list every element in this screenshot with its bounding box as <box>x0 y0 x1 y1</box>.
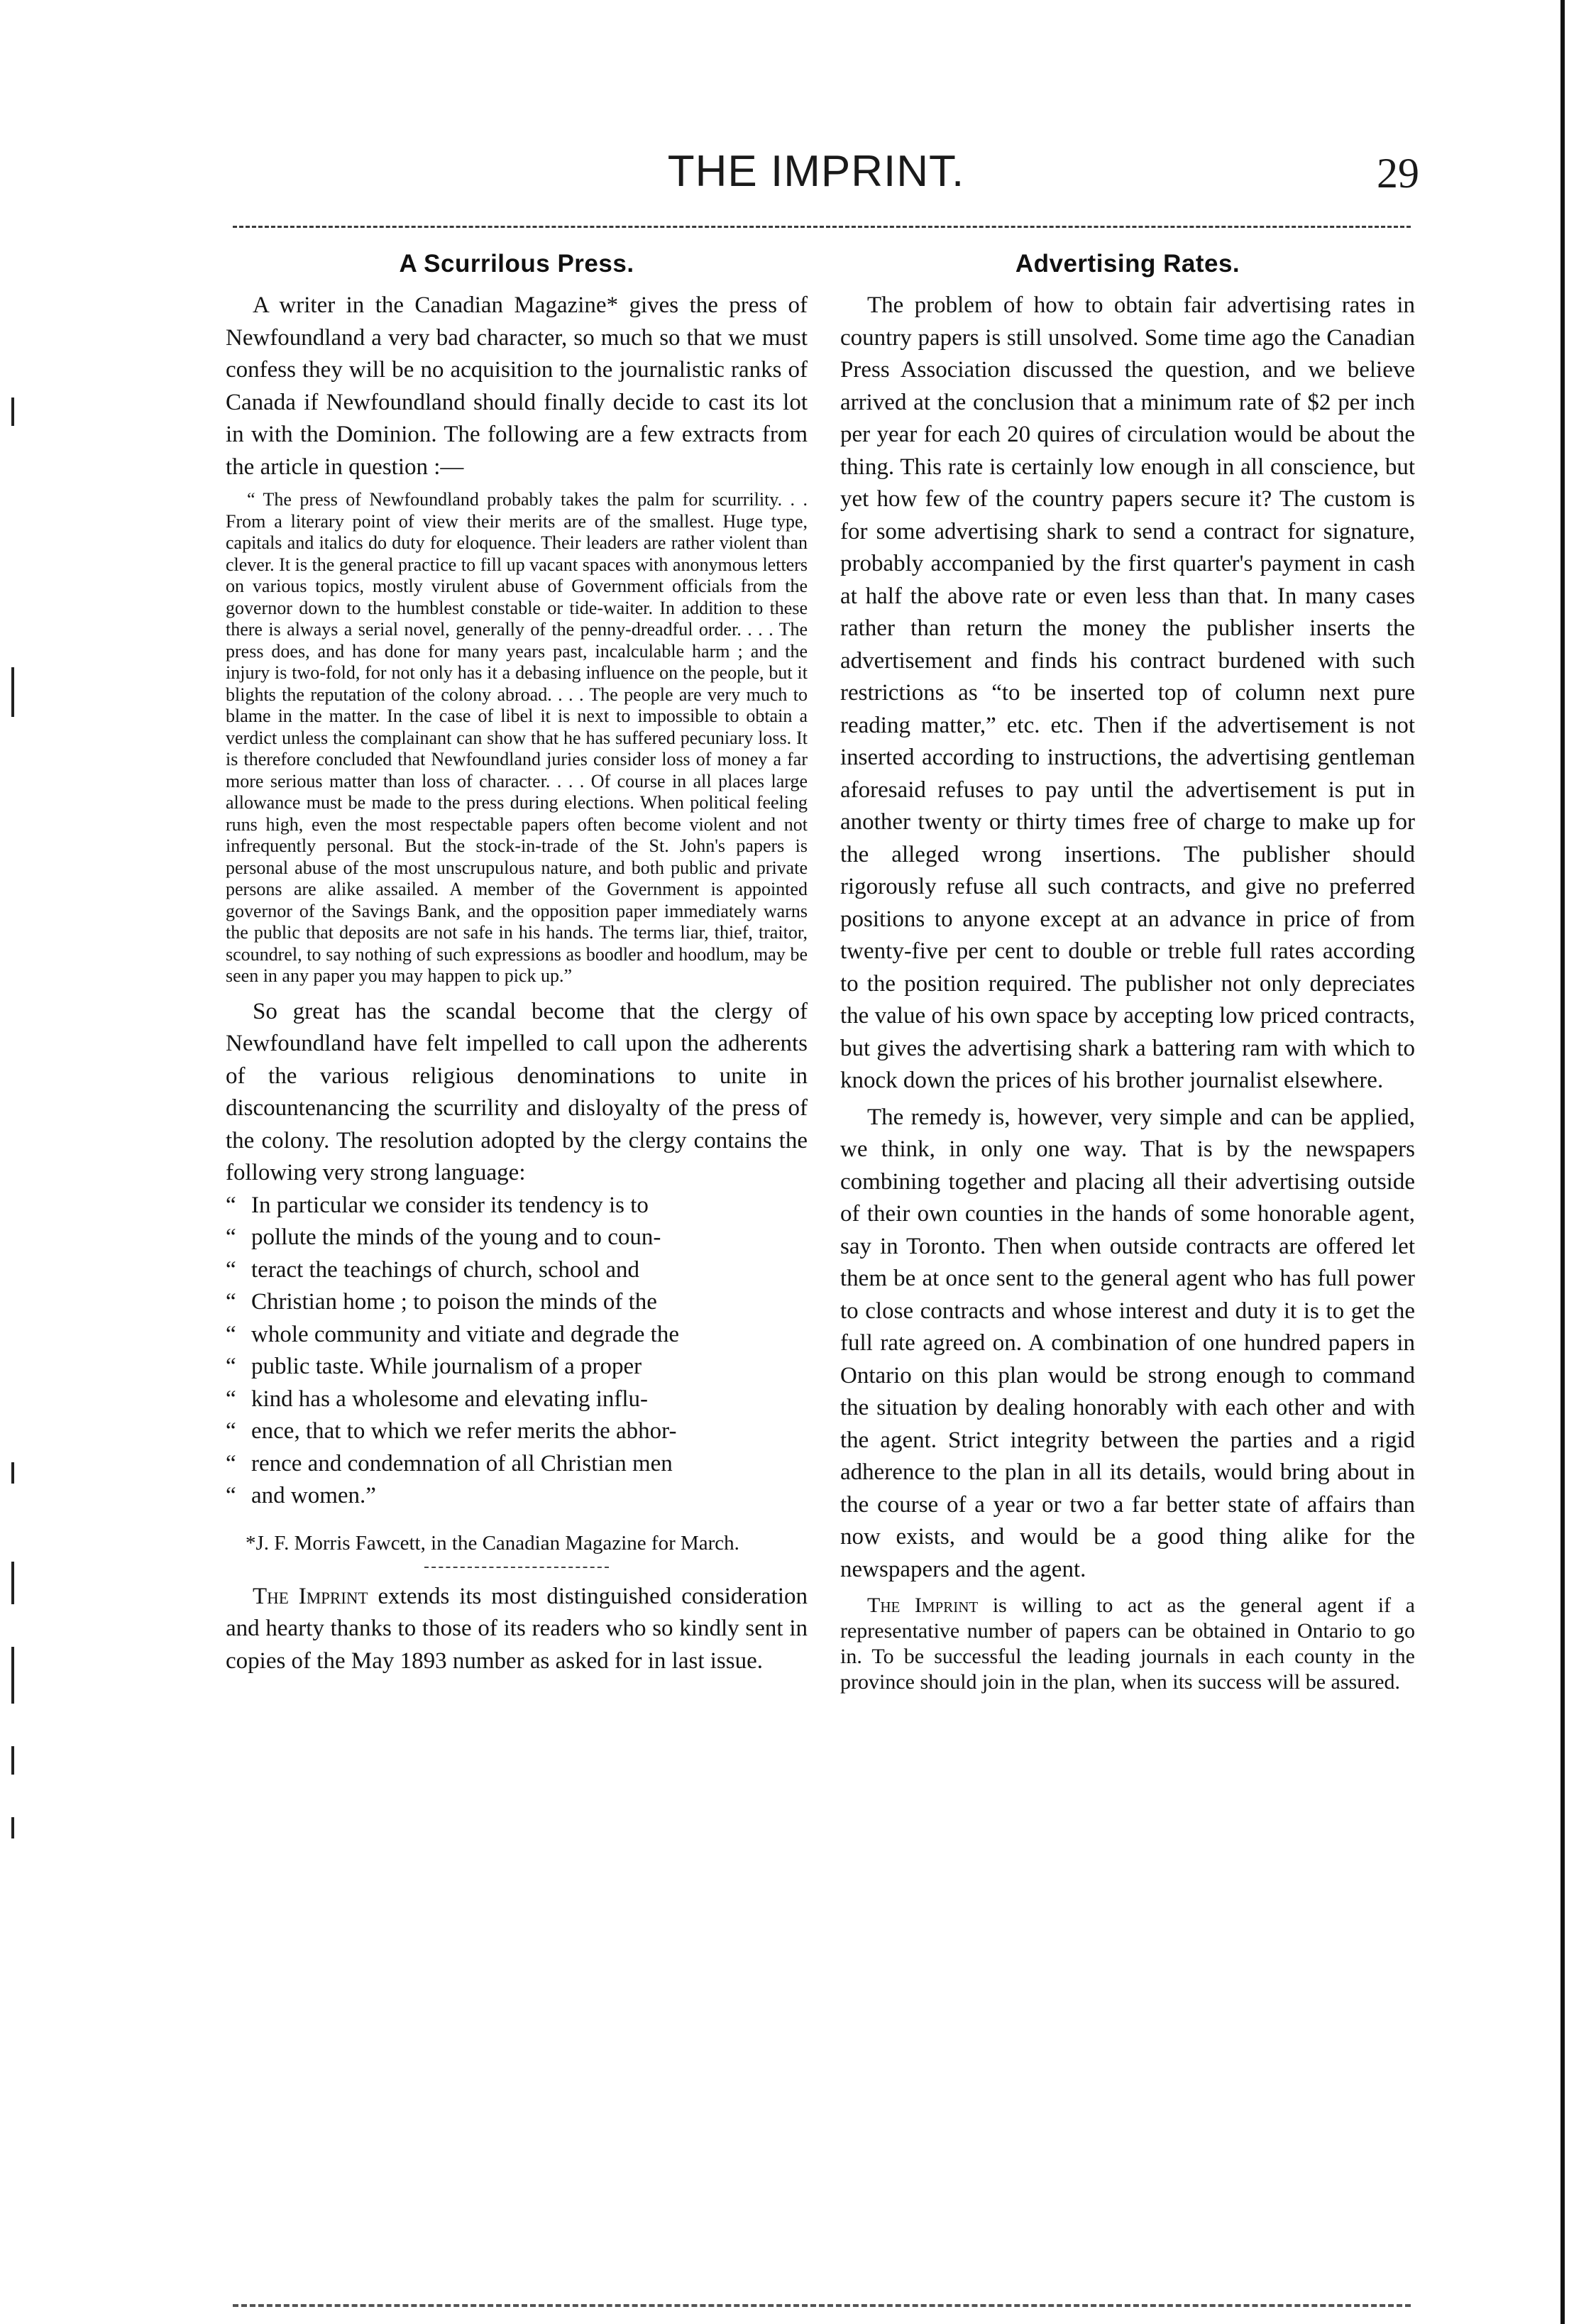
resolution-quotation <box>226 1190 808 1513</box>
notice-paragraph-thanks: The Imprint extends its most distinguished consideration and hearty thanks to those of its readers who so kindly sent in copies of the May 1893 number as asked for in last issue. <box>226 1583 808 1674</box>
resolution-line: “ kind has a wholesome and elevating influ- <box>226 1386 649 1412</box>
resolution-line: “ rence and condemnation of all Christian men <box>226 1450 673 1476</box>
resolution-line: “ ence, that to which we refer merits the abhor- <box>226 1418 677 1444</box>
resolution-line: “ whole community and vitiate and degrade the <box>226 1321 679 1347</box>
scan-right-edge <box>1560 0 1565 2324</box>
resolution-line: “ Christian home ; to poison the minds of the <box>226 1289 657 1315</box>
advertising-paragraph-remedy: The remedy is, however, very simple and can be applied, we think, in only one way. That is by the newspapers combining together and placing all their advertising outside of their own counties in the hands of some honorable agent, say in Toronto. Then when outside contracts are offered let them be at once sent to the general agent who has full power to close contracts and whose interest and duty it is to get the full rate agreed on. A combination of one hundred papers in Ontario on this plan would be strong enough to command the situation by dealing honorably with each other and with the agent. Strict integrity between the parties and a rigid adherence to the plan in all its details, would bring about in the course of a year or two a far better state of affairs than now exists, and would be a good thing alike for the newspapers and the agent. <box>840 1104 1415 1582</box>
publication-title: THE IMPRINT. <box>667 147 965 196</box>
resolution-line: “ pollute the minds of the young and to coun- <box>226 1224 661 1250</box>
header-rule <box>233 226 1411 228</box>
section-separator <box>424 1567 609 1568</box>
notice-paragraph-agent: The Imprint is willing to act as the general agent if a representative number of papers can be obtained in Ontario to go in. To be successful the leading journals in each county in the province should join in the plan, when its success will be assured. <box>840 1594 1415 1694</box>
resolution-line: “ In particular we consider its tendency is to <box>226 1192 649 1218</box>
article-heading-advertising-rates: Advertising Rates. <box>1015 250 1240 278</box>
block-quotation: “ The press of Newfoundland probably takes the palm for scurrility. . . From a literary point of view their merits are of the smallest. Huge type, capitals and italics do duty for eloquence. Their leaders are rather violent than clever. It is the general practice to fill up vacant spaces with anonymous letters on various topics, mostly virulent abuse of Government officials from the governor down to the humblest constable or tide-waiter. In addition to these there is always a serial novel, generally of the penny-dreadful order. . . . The press does, and has done for many years past, incalculable harm ; and the injury is two-fold, for not only has it a debasing influence on the people, but it blights the reputation of the colony abroad. . . . The people are very much to blame in the matter. In the case of libel it is next to impossible to obtain a verdict unless the complainant can show that he has suffered pecuniary loss. It is therefore concluded that Newfoundland juries consider loss of money a far more serious matter than loss of character. . . . Of course in all places large allowance must be made to the press during elections. When political feeling runs high, even the most respectable papers often become violent and not infrequently personal. But the stock-in-trade of the St. John's papers is personal abuse of the most unscrupulous nature, and both public and private persons are alike assailed. A member of the Government is appointed governor of the Savings Bank, and the opposition paper immediately warns the public that deposits are not safe in his hands. The terms liar, thief, traitor, scoundrel, to say nothing of such expressions as boodler and hoodlum, may be seen in any paper you may happen to pick up.” <box>226 489 808 986</box>
resolution-line: “ public taste. While journalism of a proper <box>226 1354 642 1379</box>
article-paragraph-clergy: So great has the scandal become that the clergy of Newfoundland have felt impelled to call upon the adherents of the various religious denominations to unite in discountenancing the scurrility and disloyalty of the press of the colony. The resolution adopted by the clergy contains the following very strong language: <box>226 998 808 1185</box>
article-intro-paragraph: A writer in the Canadian Magazine* gives the press of Newfoundland a very bad character, so much so that we must confess they will be no acquisition to the journalistic ranks of Canada if Newfoundland should finally decide to cast its lot in with the Dominion. The following are a few extracts from the article in question :— <box>226 292 808 480</box>
article-heading-scurrilous-press: A Scurrilous Press. <box>399 250 634 278</box>
right-column <box>840 250 1415 1695</box>
resolution-line: “ teract the teachings of church, school and <box>226 1256 640 1283</box>
resolution-line: “ and women.” <box>226 1483 376 1508</box>
running-header <box>213 146 1419 210</box>
page-number: 29 <box>1377 150 1419 197</box>
scan-margin-marks <box>11 398 26 1959</box>
footnote: *J. F. Morris Fawcett, in the Canadian Magazine for March. <box>246 1531 739 1555</box>
left-column <box>226 250 808 1677</box>
advertising-paragraph-problem: The problem of how to obtain fair advertising rates in country papers is still unsolved. Some time ago the Canadian Press Association discussed the question, and we believe arrived at the conclusion that a minimum rate of $2 per inch per year for each 20 quires of circulation would be about the thing. This rate is certainly low enough in all conscience, but yet how few of the country papers secure it? The custom is for some advertising shark to send a contract for signature, probably accompanied by the first quarter's payment in cash at half the above rate or even less than that. In many cases rather than return the money the publisher inserts the advertisement and finds his contract burdened with such restrictions as “to be inserted top of column next pure reading matter,” etc. etc. Then if the advertisement is not inserted according to instructions, the advertising gentleman aforesaid refuses to pay until the advertisement is put in another twenty or thirty times free of charge to make up for the alleged wrong insertions. The publisher should rigorously refuse all such contracts, and give no preferred positions to anyone except at an advance in price of from twenty-five per cent to double or treble full rates according to the position required. The publisher not only depreciates the value of his own space by accepting low priced contracts, but gives the advertising shark a battering ram with which to knock down the prices of his brother journalist elsewhere. <box>840 292 1415 1093</box>
footer-rule <box>233 2304 1411 2307</box>
